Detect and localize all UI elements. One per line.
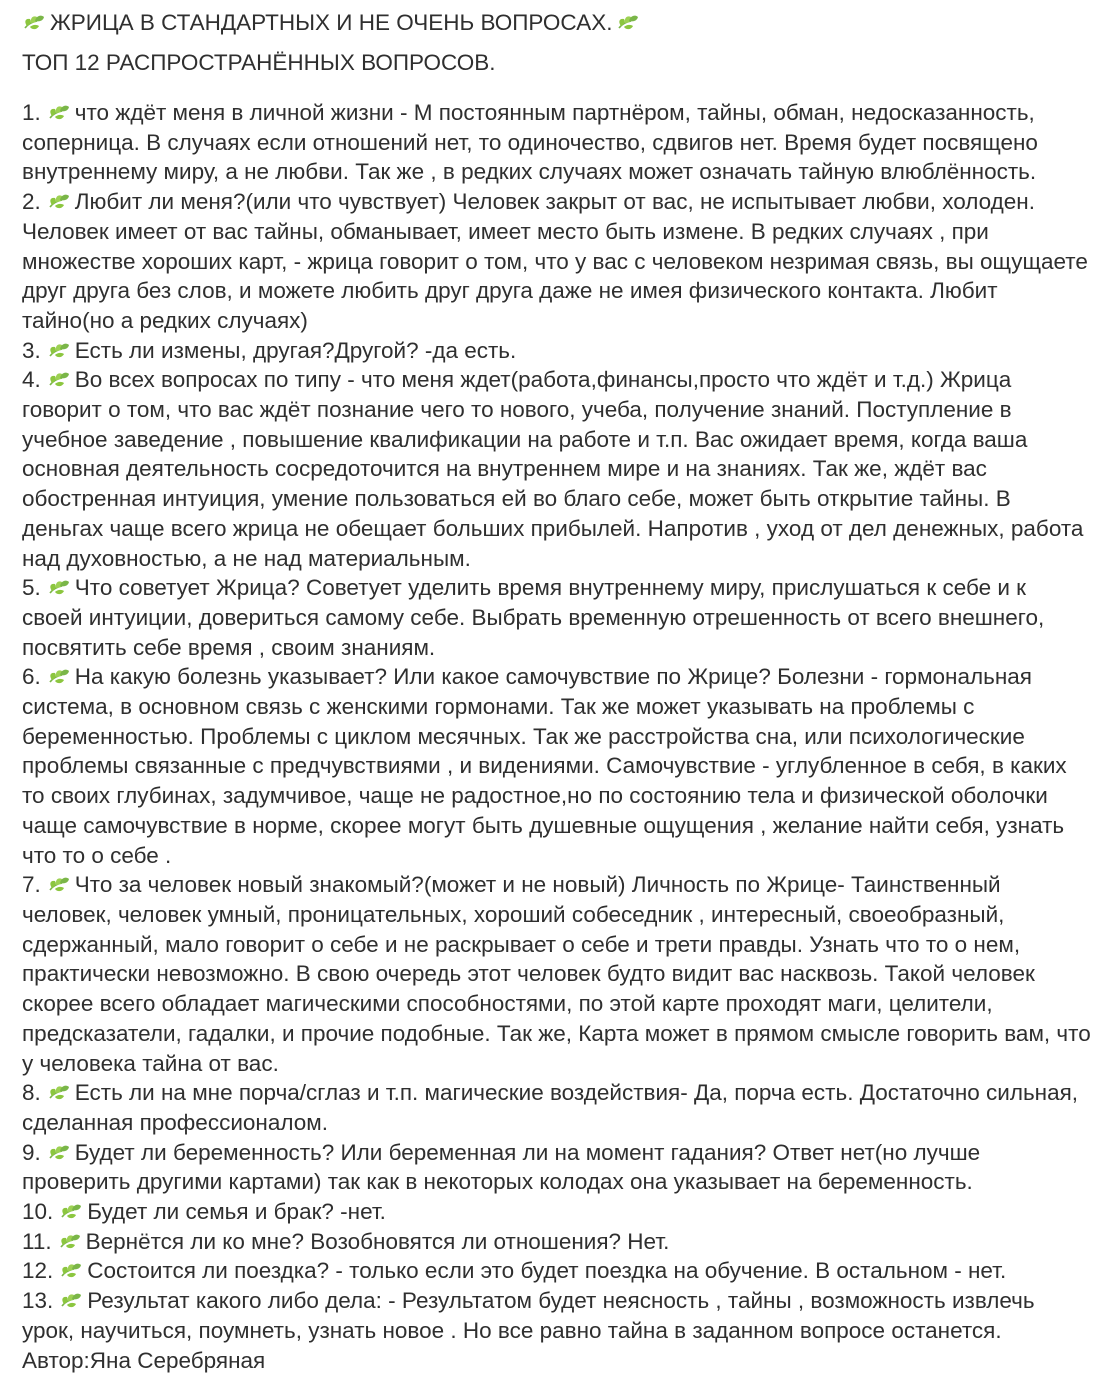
leaf-icon: [22, 12, 46, 32]
list-item: [22, 1078, 1092, 1137]
item-text: Что за человек новый знакомый?(может и не новый) Личность по Жрице- Таинственный человек, человек умный, проницательных, хороший собеседник , интересный, своеобразный, сдержанный, мало говорит о себе и не раскрывает о себе и трети правды. Узнать что то о нем, практически невозможно. В свою очередь этот человек будто видит вас насквозь. Такой человек скорее всего обладает магическими способностями, по этой карте проходят маги, целители, предсказатели, гадалки, и прочие подобные. Так же, Карта может в прямом смысле говорить вам, что у человека тайна от вас.: [22, 872, 1091, 1076]
leaf-icon: [59, 1260, 83, 1280]
item-number: 12.: [22, 1258, 54, 1284]
list-item: [22, 1138, 1092, 1197]
item-number: 5.: [22, 575, 41, 601]
item-text: Есть ли измены, другая?Другой? -да есть.: [74, 337, 517, 363]
leaf-icon: [47, 577, 71, 597]
item-number: 2.: [22, 189, 41, 215]
item-number: 1.: [22, 100, 41, 125]
item-text: Будет ли семья и брак? -нет.: [87, 1199, 386, 1225]
leaf-icon: [58, 1231, 82, 1251]
document: [22, 6, 1092, 1375]
leaf-icon: [59, 1290, 83, 1310]
list-item: [22, 1286, 1092, 1345]
item-number: 8.: [22, 1080, 41, 1106]
leaf-icon: [47, 340, 71, 360]
item-number: 7.: [22, 872, 41, 898]
list-item: [22, 1256, 1092, 1286]
item-text: Что советует Жрица? Советует уделить время внутреннему миру, прислушаться к себе и к своей интуиции, довериться самому себе. Выбрать временную отрешенность от всего внешнего, посвятить себе время , своим знаниям.: [22, 575, 1045, 660]
leaf-icon: [47, 102, 71, 122]
item-text: Вернётся ли ко мне? Возобновятся ли отношения? Нет.: [85, 1228, 670, 1254]
leaf-icon: [47, 666, 71, 686]
leaf-icon: [47, 1082, 71, 1102]
item-number: 3.: [22, 337, 41, 363]
item-text: Результат какого либо дела: - Результатом будет неясность , тайны , возможность извлечь урок, научиться, поумнеть, узнать новое . Но все равно тайна в заданном вопросе останется.: [22, 1288, 1035, 1343]
item-text: Будет ли беременность? Или беременная ли на момент гадания? Ответ нет(но лучше проверить другими картами) так как в некоторых колодах она указывает на беременность.: [22, 1139, 981, 1195]
item-number: 4.: [22, 367, 41, 393]
item-number: 13.: [22, 1288, 54, 1314]
list-item: [22, 336, 1092, 366]
page-title: ЖРИЦА В СТАНДАРТНЫХ И НЕ ОЧЕНЬ ВОПРОСАХ.: [50, 10, 613, 35]
item-number: 11.: [22, 1228, 52, 1254]
question-list: [22, 98, 1092, 1346]
list-item: [22, 870, 1092, 1078]
leaf-icon: [47, 369, 71, 389]
list-item: [22, 98, 1092, 187]
list-item: [22, 573, 1092, 662]
leaf-icon: [47, 1142, 71, 1162]
item-text: что ждёт меня в личной жизни - М постоянным партнёром, тайны, обман, недосказанность, соперница. В случаях если отношений нет, то одиночество, сдвигов нет. Время будет посвящено внутреннему миру, а не любви. Так же , в редких случаях может означать тайную влюблённость.: [22, 100, 1038, 185]
title-line: [22, 6, 1092, 38]
item-text: Состоится ли поездка? - только если это будет поездка на обучение. В остальном - нет.: [87, 1258, 1007, 1284]
author-signature: Автор:Яна Серебряная: [22, 1347, 266, 1373]
item-number: 10.: [22, 1199, 54, 1225]
page-subtitle: ТОП 12 РАСПРОСТРАНЁННЫХ ВОПРОСОВ.: [22, 50, 496, 75]
leaf-icon: [47, 191, 71, 211]
leaf-icon: [59, 1201, 83, 1221]
item-text: На какую болезнь указывает? Или какое самочувствие по Жрице? Болезни - гормональная система, в основном связь с женскими гормонами. Так же может указывать на проблемы с беременностью. Проблемы с циклом месячных. Так же расстройства сна, или психологические проблемы связанные с предчувствиями , и видениями. Самочувствие - углубленное в себя, в каких то своих глубинах, задумчивое, чаще не радостное,но по состоянию тела и физической оболочки чаще самочувствие в норме, скорее могут быть душевные ощущения , желание найти себя, узнать что то о себе .: [22, 664, 1067, 868]
list-item: [22, 187, 1092, 336]
item-number: 9.: [22, 1139, 41, 1165]
list-item: [22, 1197, 1092, 1227]
item-number: 6.: [22, 664, 41, 690]
list-item: [22, 1227, 1092, 1257]
leaf-icon: [616, 12, 640, 32]
item-text: Во всех вопросах по типу - что меня ждет(работа,финансы,просто что ждёт и т.д.) Жрица говорит о том, что вас ждёт познание чего то нового, учеба, получение знаний. Поступление в учебное заведение , повышение квалификации на работе и т.п. Вас ожидает время, когда ваша основная деятельность сосредоточится на внутреннем мире и на знаниях. Так же, ждёт вас обостренная интуиция, умение пользоваться ей во благо себе, может быть открытие тайны. В деньгах чаще всего жрица не обещает больших прибылей. Напротив , уход от дел денежных, работа над духовностью, а не над материальным.: [22, 367, 1084, 571]
item-text: Любит ли меня?(или что чувствует) Человек закрыт от вас, не испытывает любви, холоден. Человек имеет от вас тайны, обманывает, имеет место быть измене. В редких случаях , при множестве хороших карт, - жрица говорит о том, что у вас с человеком незримая связь, вы ощущаете друг друга без слов, и можете любить друг друга даже не имея физического контакта. Любит тайно(но а редких случаях): [22, 189, 1088, 333]
item-text: Есть ли на мне порча/сглаз и т.п. магические воздействия- Да, порча есть. Достаточно сильная, сделанная профессионалом.: [22, 1080, 1079, 1135]
leaf-icon: [47, 874, 71, 894]
list-item: [22, 662, 1092, 870]
list-item: [22, 365, 1092, 573]
